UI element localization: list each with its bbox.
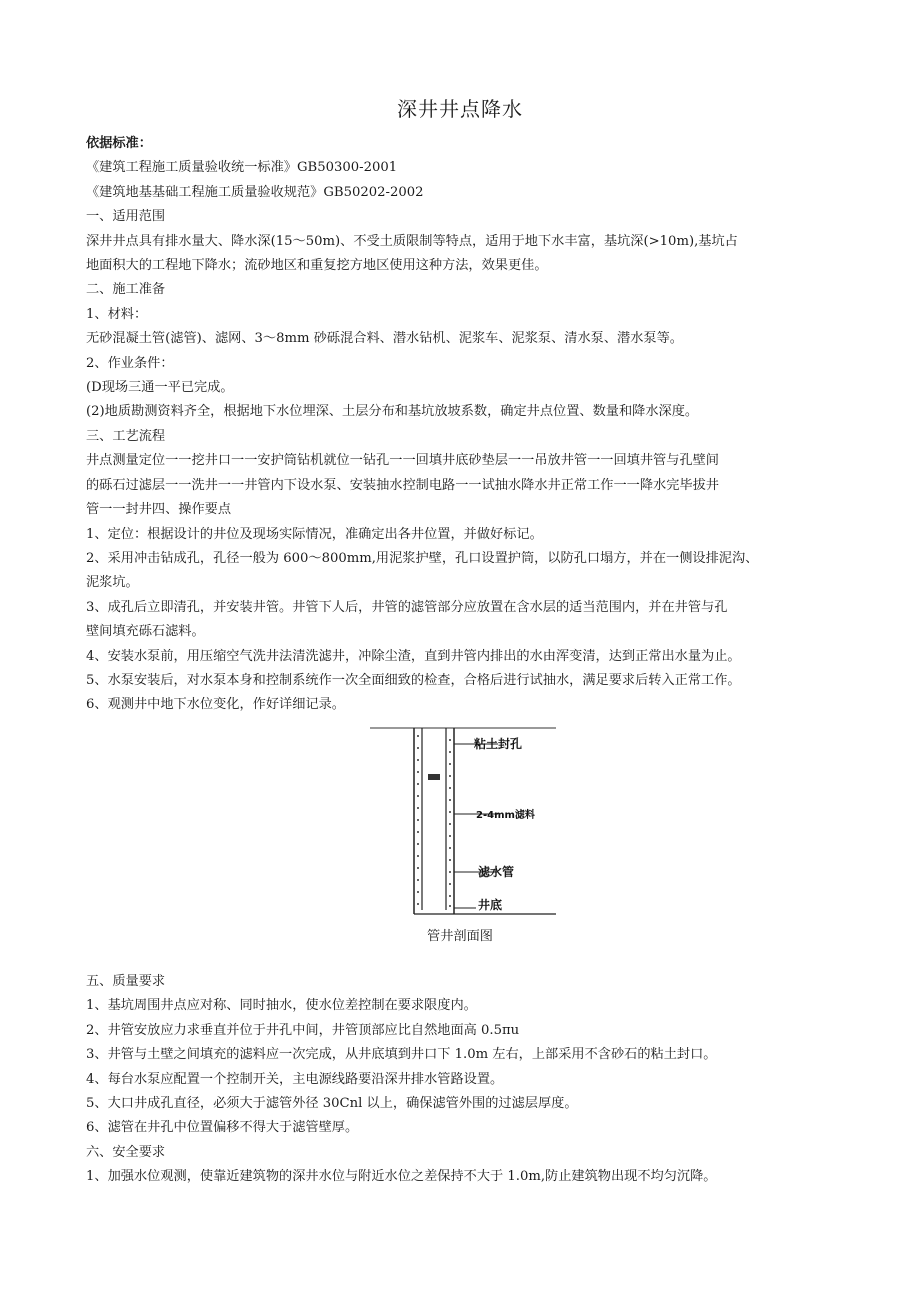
label-filter-pipe: 滤水管 <box>478 865 515 879</box>
section-heading: 三、工艺流程 <box>86 428 166 444</box>
text-line: 4、安装水泵前，用压缩空气洗井法清洗滤井，冲除尘渣，直到井管内排出的水由浑变清，达到正常出水量为止。 <box>86 648 741 664</box>
text-line: 《建筑工程施工质量验收统一标准》GB50300-2001 <box>86 160 398 176</box>
section-heading: 五、质量要求 <box>86 974 166 989</box>
text-line: 泥浆坑。 <box>86 575 139 591</box>
text-line: 管一一封井四、操作要点 <box>86 502 232 518</box>
label-clay-seal: 粘土封孔 <box>474 737 523 751</box>
text-line: 6、观测井中地下水位变化，作好详细记录。 <box>86 697 345 713</box>
text-line: 深井井点具有排水量大、降水深(15～50m)、不受土质限制等特点，适用于地下水丰富，基坑深(>10m),基坑占 <box>86 233 738 249</box>
section-heading: 一、适用范围 <box>86 209 166 225</box>
text-line: 3、井管与土壁之间填充的滤料应一次完成，从井底填到井口下 1.0m 左右，上部采用不含砂石的粘土封口。 <box>86 1047 717 1063</box>
text-line: 4、每台水泵应配置一个控制开关，主电源线路要沿深井排水管路设置。 <box>86 1071 504 1087</box>
page-title: 深井井点降水 <box>397 97 523 121</box>
pump-marker <box>428 774 440 780</box>
text-line: 2、作业条件： <box>86 355 174 371</box>
text-line: 井点测量定位一一挖井口一一安护筒钻机就位一钻孔一一回填井底砂垫层一一吊放井管一一回填井管与孔壁间 <box>86 453 719 469</box>
figure-caption: 管井剖面图 <box>427 929 493 944</box>
text-line: 5、水泵安装后，对水泵本身和控制系统作一次全面细致的检查，合格后进行试抽水，满足要求后转入正常工作。 <box>86 672 741 688</box>
text-line: 的砾石过滤层一一洗井一一井管内下设水泵、安装抽水控制电路一一试抽水降水井正常工作一一降水完毕拔井 <box>86 477 719 493</box>
text-line: 壁间填充砾石滤料。 <box>86 624 205 640</box>
document-body-lower <box>86 970 846 1190</box>
text-line: 《建筑地基基础工程施工质量验收规范》GB50202-2002 <box>86 184 424 200</box>
text-line: 3、成孔后立即清孔，并安装井管。井管下人后，井管的滤管部分应放置在含水层的适当范围内，并在井管与孔 <box>86 599 728 615</box>
text-line: 1、基坑周围井点应对称、同时抽水，使水位差控制在要求限度内。 <box>86 998 477 1014</box>
text-line: 2、井管安放应力求垂直并位于井孔中间，井管顶部应比自然地面高 0.5πu <box>86 1022 520 1038</box>
text-line: 1、材料： <box>86 306 148 322</box>
standards-heading: 依据标准： <box>86 136 152 151</box>
section-heading: 六、安全要求 <box>86 1144 166 1160</box>
text-line: 6、滤管在井孔中位置偏移不得大于滤管壁厚。 <box>86 1120 359 1136</box>
text-line: 1、加强水位观测，使靠近建筑物的深井水位与附近水位之差保持不大于 1.0m,防止建筑物出现不均匀沉降。 <box>86 1169 717 1185</box>
label-well-bottom: 井底 <box>478 898 503 912</box>
text-line: 地面积大的工程地下降水；流砂地区和重复挖方地区使用这种方法，效果更佳。 <box>86 258 548 274</box>
label-filter-material: 2-4mm滤料 <box>476 810 535 821</box>
section-heading: 二、施工准备 <box>86 282 166 298</box>
text-line: (2)地质勘测资料齐全，根据地下水位埋深、土层分布和基坑放坡系数，确定井点位置、数量和降水深度。 <box>86 404 699 420</box>
text-line: 1、定位：根据设计的井位及现场实际情况，准确定出各井位置，并做好标记。 <box>86 526 543 542</box>
text-line: 2、采用冲击钻成孔，孔径一般为 600～800mm,用泥浆护壁，孔口设置护筒，以防孔口塌方，并在一侧设排泥沟、 <box>86 550 759 566</box>
text-line: (D现场三通一平已完成。 <box>86 380 234 396</box>
document-body-upper <box>86 132 846 718</box>
text-line: 5、大口井成孔直径，必须大于滤管外径 30Cnl 以上，确保滤管外围的过滤层厚度。 <box>86 1096 578 1112</box>
well-section-figure <box>368 722 558 922</box>
text-line: 无砂混凝土管(滤管)、滤网、3～8mm 砂砾混合料、潜水钻机、泥浆车、泥浆泵、清水泵、潜水泵等。 <box>86 331 683 347</box>
